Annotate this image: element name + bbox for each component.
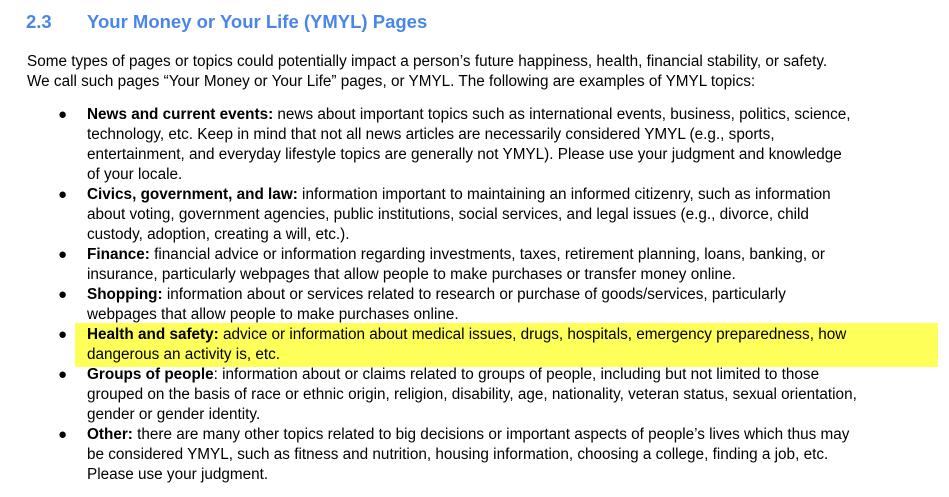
topic-term: Other: [87,426,133,443]
topic-groups-of-people [58,365,928,425]
bullet-icon: ● [58,106,68,123]
bullet-icon: ● [58,366,68,383]
topic-finance [58,245,928,285]
section-heading [26,11,427,33]
topic-text: grouped on the basis of race or ethnic origin, religion, disability, age, nationality, veteran status, sexual orientation, [87,386,857,403]
topic-text: webpages that allow people to make purchases online. [87,306,459,323]
topic-text: be considered YMYL, such as fitness and nutrition, housing information, choosing a college, finding a job, etc. [87,446,829,463]
section-title: Your Money or Your Life (YMYL) Pages [87,11,428,32]
topic-text: custody, adoption, creating a will, etc.). [87,226,350,243]
topic-shopping [58,285,928,325]
topic-text: advice or information about medical issues, drugs, hospitals, emergency preparedness, how [218,326,847,343]
topic-health-safety [58,325,928,365]
topic-term: Finance: [87,246,150,263]
topic-text: information about or services related to research or purchase of goods/services, particularly [162,286,786,303]
topic-term: News and current events: [87,106,274,123]
bullet-icon: ● [58,426,68,443]
intro-line: Some types of pages or topics could potentially impact a person’s future happiness, health, financial stability, or safety. [27,53,828,70]
ymyl-topic-list [58,105,928,485]
topic-text: information important to maintaining an informed citizenry, such as information [297,186,831,203]
topic-text: insurance, particularly webpages that allow people to make purchases or transfer money online. [87,266,736,283]
topic-text: Please use your judgment. [87,466,269,483]
topic-term: Groups of people [87,366,214,383]
bullet-icon: ● [58,186,68,203]
topic-news [58,105,928,185]
topic-term: Health and safety: [87,326,219,343]
topic-text: dangerous an activity is, etc. [87,346,281,363]
topic-text: : information about or claims related to groups of people, including but not limited to those [213,366,820,383]
topic-text: about voting, government agencies, public institutions, social services, and legal issues (e.g., divorce, child [87,206,809,223]
intro-line: We call such pages “Your Money or Your Life” pages, or YMYL. The following are examples of YMYL topics: [27,73,756,90]
topic-text: gender or gender identity. [87,406,261,423]
intro-paragraph [27,52,927,92]
bullet-icon: ● [58,326,68,343]
topic-text: there are many other topics related to big decisions or important aspects of people’s lives which thus may [132,426,850,443]
topic-other [58,425,928,485]
topic-text: of your locale. [87,166,183,183]
topic-text: technology, etc. Keep in mind that not all news articles are necessarily considered YMYL (e.g., sports, [87,126,775,143]
topic-text: entertainment, and everyday lifestyle topics are generally not YMYL). Please use your judgment and knowledge [87,146,842,163]
section-number: 2.3 [26,11,52,32]
topic-civics [58,185,928,245]
topic-term: Shopping: [87,286,163,303]
topic-term: Civics, government, and law: [87,186,298,203]
topic-text: news about important topics such as international events, business, politics, science, [273,106,851,123]
bullet-icon: ● [58,286,68,303]
topic-text: financial advice or information regarding investments, taxes, retirement planning, loans, banking, or [149,246,826,263]
bullet-icon: ● [58,246,68,263]
